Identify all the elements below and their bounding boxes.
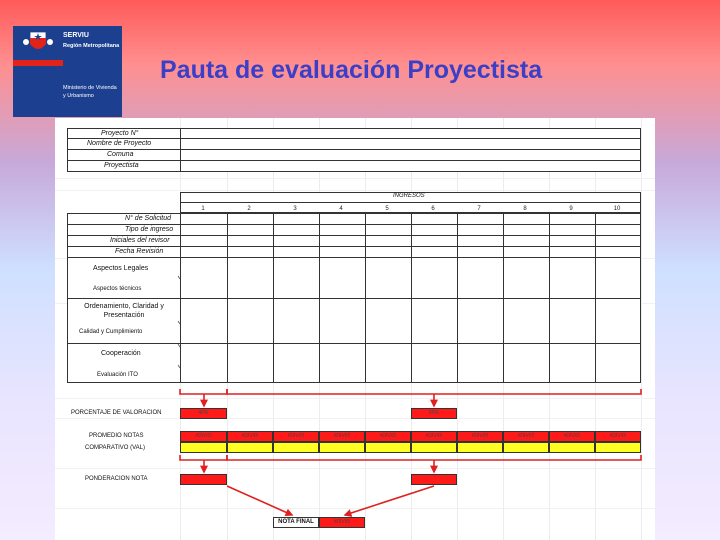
label-aspectos-legales: Aspectos Legales [93,265,149,272]
label-fecha-revision: Fecha Revisión [115,248,164,255]
annotation-arrows [55,118,655,540]
ingreso-number: 4 [339,206,343,212]
promedio-cell: #DIV/0! [273,431,319,442]
label-calidad: Calidad y Cumplimiento [79,329,143,335]
label-ponderacion: PONDERACION NOTA [85,476,148,482]
ingreso-number: 10 [613,206,621,212]
label-ordenamiento-text: Ordenamiento, Claridad y Presentación [84,303,164,319]
ingreso-number: 1 [201,206,205,212]
promedio-cell: #DIV/0! [319,431,365,442]
promedio-cell: #DIV/0! [180,431,227,442]
bracket-ponderacion-second [227,455,641,472]
label-porcentaje: PORCENTAJE DE VALORACION [71,410,162,416]
logo-region: Región Metropolitana [63,43,120,49]
label-tipo-ingreso: Tipo de ingreso [125,226,174,233]
ingreso-number: 5 [385,206,389,212]
porcentaje-first: 40% [180,408,227,419]
ingreso-number: 2 [247,206,251,212]
nota-final-label: NOTA FINAL [273,517,319,528]
arrows-to-nota-final [227,486,434,515]
page-title: Pauta de evaluación Proyectista [160,56,543,84]
logo-ministry: Ministerio de Vivienda y Urbanismo [63,85,117,99]
promedio-cell: #DIV/0! [227,431,273,442]
nota-final-value: #DIV/0! [319,517,365,528]
bracket-porcentaje-first [180,389,227,406]
promedio-cell: #DIV/0! [549,431,595,442]
bracket-porcentaje-second [227,389,641,406]
ingreso-number: 3 [293,206,297,212]
ingresos-title: INGRESOS [393,193,425,199]
ingreso-number: 8 [523,206,527,212]
label-evaluacion-ito: Evaluación ITO [97,372,138,378]
promedio-cell: #DIV/0! [595,431,641,442]
chile-flag [13,26,63,66]
label-comuna: Comuna [107,151,134,158]
section-brackets [178,276,180,368]
label-cooperacion: Cooperación [101,350,141,357]
promedio-cell: #DIV/0! [457,431,503,442]
ingreso-number: 6 [431,206,435,212]
ingreso-number: 9 [569,206,573,212]
bracket-ponderacion-first [180,455,227,472]
serviu-logo [13,26,122,117]
label-proyecto-no: Proyecto N° [101,130,139,137]
label-comparativo: COMPARATIVO (VAL) [85,445,146,451]
logo-org: SERVIU [63,32,89,39]
promedio-cell: #DIV/0! [411,431,457,442]
ingreso-number: 7 [477,206,481,212]
label-iniciales-revisor: Iniciales del revisor [110,237,170,244]
promedio-cell: #DIV/0! [503,431,549,442]
promedio-cell: #DIV/0! [365,431,411,442]
coat-of-arms-icon [19,28,57,58]
porcentaje-second: 60% [411,408,457,419]
label-proyectista: Proyectista [104,162,139,169]
label-no-solicitud: N° de Solicitud [125,215,171,222]
evaluation-sheet [55,118,655,540]
label-aspectos-tecnicos: Aspectos técnicos [93,286,142,292]
label-promedio-notas: PROMEDIO NOTAS [89,433,144,439]
label-nombre-proyecto: Nombre de Proyecto [87,140,152,147]
